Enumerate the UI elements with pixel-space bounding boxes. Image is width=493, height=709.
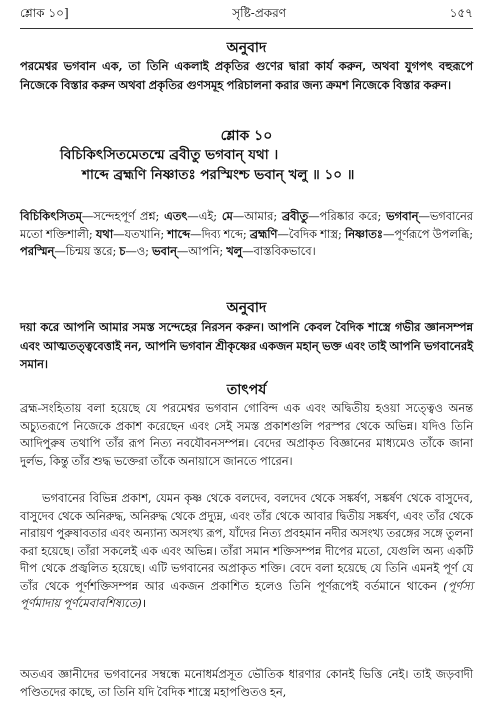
synonym-meaning: —এই; (187, 209, 222, 223)
synonym-meaning: —পরিষ্কার করে; (308, 209, 387, 223)
verse-text (0, 145, 493, 185)
header-chapter-title: সৃষ্টি-প্রকরণ (232, 6, 287, 20)
word-for-word-synonyms (20, 208, 473, 294)
purport-paragraph-2-end: । (141, 596, 146, 610)
page-number: ১৫৭ (449, 6, 473, 20)
synonym-term: খলু (226, 244, 243, 258)
translation-heading: অনুবাদ (226, 40, 267, 56)
translation2-heading: অনুবাদ (226, 300, 267, 316)
verse-heading: শ্লোক ১০ (220, 128, 273, 144)
synonym-meaning: —ভগবানের মতো শক্তিশালী; (20, 209, 473, 241)
synonym-meaning: —ও; (125, 244, 153, 258)
synonym-meaning: —বৈদিক শাস্ত্র; (277, 226, 345, 241)
synonym-term: মে (221, 209, 233, 223)
purport-paragraph-2 (20, 490, 473, 666)
synonym-term: চ (119, 244, 126, 258)
synonym-term: এতৎ (164, 209, 188, 223)
purport-heading: তাৎপর্য (226, 382, 267, 398)
purport-paragraph-3: অতএব জ্ঞানীদের ভগবানের সম্বন্ধে মনোধর্মপ্রসূত ভৌতিক ধারণার কোনই ভিত্তি নেই। তাই জড়বাদী পণ্ডিতদের কাছে, তা তিনি যদি বৈদিক শাস্ত্রে মহাপণ্ডিতও হন, (20, 667, 473, 699)
header-verse-ref: শ্লোক ১০] (20, 6, 69, 20)
synonym-meaning: —বাস্তবিকভাবে। (242, 244, 316, 258)
verse-line-2: শাব্দে ব্রহ্মণি নিষ্ণাতঃ পরস্মিংশ্চ ভবান্ খলু ॥ ১০ ॥ (82, 167, 355, 183)
synonym-meaning: —সন্দেহপূর্ণ প্রশ্ন; (81, 209, 165, 223)
translation-text: পরমেশ্বর ভগবান এক, তা তিনি একলাই প্রকৃতির গুণের দ্বারা কার্য করুন, অথবা যুগপৎ বহুরূপে নিজেকে বিস্তার করুন অথবা প্রকৃতির গুণসমূহ পরিচালনা করার জন্য ক্রমশ নিজেকে বিস্তার করুন। (20, 59, 473, 92)
translation2-text: দয়া করে আপনি আমার সমস্ত সন্দেহের নিরসন করুন। আপনি কেবল বৈদিক শাস্ত্রে গভীর জ্ঞানসম্পন্ন এবং আত্মতত্ত্ববেত্তাই নন, আপনি ভগবান শ্রীকৃষ্ণের একজন মহান্ ভক্ত এবং তাই আপনি ভগবানেরই সমান। (20, 320, 473, 371)
sanskrit-quote: (পূর্ণস্য পূর্ণমাদায় পূর্ণমেবাবশিষ্যতে) (20, 578, 473, 610)
header-rule (20, 28, 473, 29)
running-header (20, 6, 473, 24)
synonym-term: যথা (95, 226, 114, 241)
synonym-term: শাব্দে (167, 226, 191, 241)
synonym-meaning: —পূর্ণরূপে উপলব্ধি; (382, 226, 474, 241)
synonym-term: ব্রবীতু (281, 209, 309, 223)
verse-line-1: বিচিকিৎসিতমেতন্মে ব্রবীতু ভগবান্ যথা । (60, 147, 279, 163)
synonym-meaning: —চিন্ময় স্তরে; (54, 244, 120, 258)
synonym-meaning: —দিব্য শব্দে; (190, 226, 250, 241)
synonym-term: ভবান্ (152, 244, 177, 258)
synonym-meaning: —যতখানি; (113, 226, 168, 241)
synonym-meaning: —আপনি; (176, 244, 227, 258)
purport-paragraph-2-text: ভগবানের বিভিন্ন প্রকাশ, যেমন কৃষ্ণ থেকে বলদেব, বলদেব থেকে সঙ্কর্ষণ, সঙ্কর্ষণ থেকে বাসুদেব, বাসুদেব থেকে অনিরুদ্ধ, অনিরুদ্ধ থেকে প্রদ্যুম্ন, এবং তাঁর থেকে আবার দ্বিতীয় সঙ্কর্ষণ, এবং তাঁর থেকে নারায়ণ পুরুষাবতার এবং অন্যান্য অসংখ্য রূপ, যাঁদের নিত্য প্রবহমান নদীর অসংখ্য তরঙ্গের সঙ্গে তুলনা করা হয়েছে। তাঁরা সকলেই এক এবং অভিন্ন। তাঁরা সমান শক্তিসম্পন্ন দীপের মতো, যেগুলি অন্য একটি দীপ থেকে প্রজ্বলিত হয়েছে। এটি ভগবানের অপ্রাকৃত শক্তি। বেদে বলা হয়েছে যে তিনি এমনই পূর্ণ যে তাঁর থেকে পূর্ণশক্তিসম্পন্ন আর একজন প্রকাশিত হলেও তিনি পূর্ণরূপেই বর্তমানে থাকেন (20, 491, 473, 593)
synonym-meaning: —আমার; (232, 209, 282, 223)
synonym-term: পরস্মিন্ (20, 244, 55, 258)
synonym-term: বিচিকিৎসিতম্ (20, 209, 82, 223)
synonym-term: ভগবান্ (386, 209, 419, 223)
purport-paragraph-1: ব্রহ্ম-সংহিতায় বলা হয়েছে যে পরমেশ্বর ভগবান গোবিন্দ এক এবং অদ্বিতীয় হওয়া সত্ত্বেও অনন্ত অচ্যুতরূপে নিজেকে প্রকাশ করেছেন এবং সেই সমস্ত প্রকাশগুলি পরস্পর থেকে অভিন্ন। যদিও তিনি আদিপুরুষ তথাপি তাঁর রূপ নিত্য নবযৌবনসম্পন্ন। বেদের অপ্রাকৃত বিজ্ঞানের মাধ্যমেও তাঁকে জানা দুর্লভ, কিন্তু তাঁর শুদ্ধ ভক্তেরা তাঁকে অনায়াসে জানতে পারেন। (20, 401, 473, 468)
synonym-term: ব্রহ্মণি (249, 226, 278, 241)
synonym-term: নিষ্ণাতঃ (345, 226, 383, 241)
